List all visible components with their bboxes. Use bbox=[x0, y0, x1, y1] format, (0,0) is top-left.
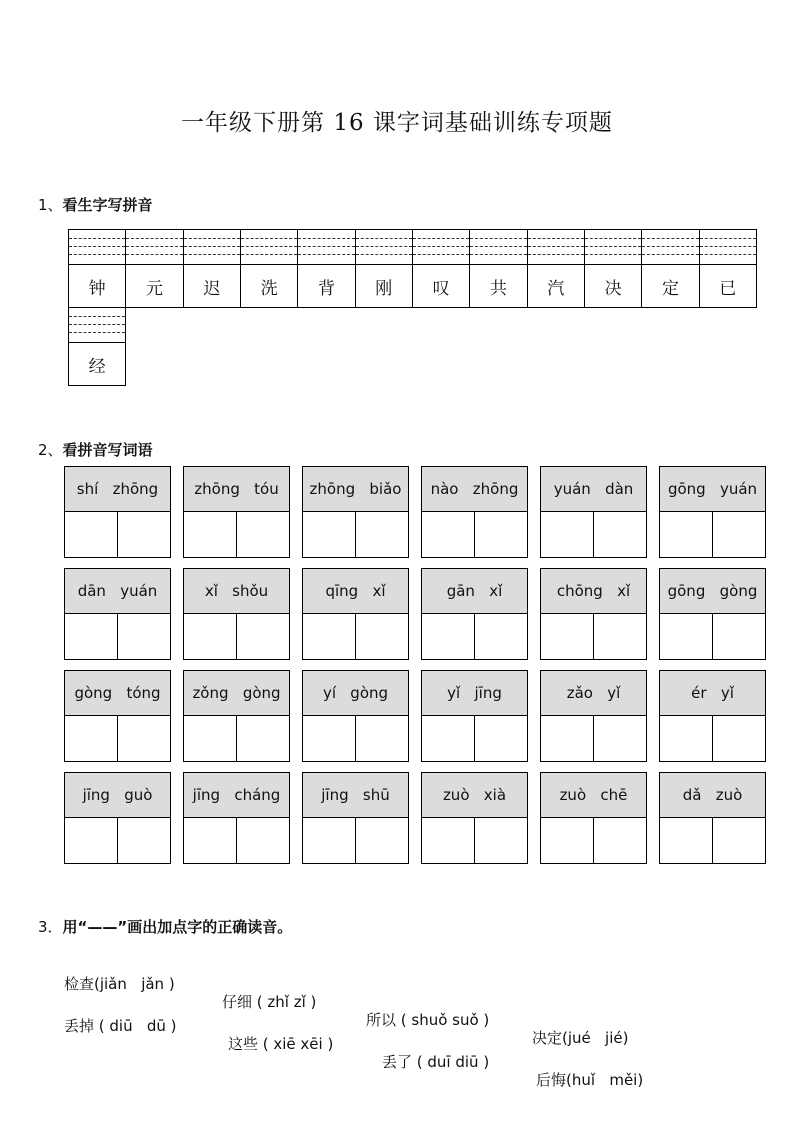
answer-box[interactable] bbox=[356, 716, 408, 762]
answer-box[interactable] bbox=[65, 716, 118, 762]
word-pinyin: yuán dàn bbox=[541, 467, 646, 512]
answer-box[interactable] bbox=[475, 716, 527, 762]
character: 决 bbox=[604, 278, 622, 299]
word-card bbox=[64, 568, 171, 660]
char-cell bbox=[125, 229, 183, 308]
reading-choice[interactable]: 丢了 ( duī diū ) bbox=[382, 1053, 490, 1071]
pinyin-writing-box[interactable] bbox=[585, 230, 641, 265]
word-card bbox=[421, 670, 528, 762]
word-card bbox=[64, 466, 171, 558]
word-pinyin: dǎ zuò bbox=[660, 773, 765, 818]
char-cell bbox=[641, 229, 699, 308]
word-card bbox=[421, 772, 528, 864]
character: 刚 bbox=[375, 278, 393, 299]
word-pinyin: zuò chē bbox=[541, 773, 646, 818]
word-pinyin: gòng tóng bbox=[65, 671, 170, 716]
word-card bbox=[302, 568, 409, 660]
word-pinyin: xǐ shǒu bbox=[184, 569, 289, 614]
character: 汽 bbox=[547, 278, 565, 299]
answer-box[interactable] bbox=[660, 818, 713, 864]
answer-box[interactable] bbox=[237, 512, 289, 558]
char-cell bbox=[240, 229, 298, 308]
word-pinyin: zǎo yǐ bbox=[541, 671, 646, 716]
section-1-heading bbox=[38, 194, 153, 215]
pinyin-word-grid bbox=[64, 466, 766, 874]
word-pinyin: zhōng tóu bbox=[184, 467, 289, 512]
word-pinyin: jīng cháng bbox=[184, 773, 289, 818]
answer-box[interactable] bbox=[303, 716, 356, 762]
answer-box[interactable] bbox=[713, 716, 765, 762]
word-card bbox=[659, 772, 766, 864]
character: 元 bbox=[145, 278, 163, 299]
answer-box[interactable] bbox=[303, 512, 356, 558]
pinyin-writing-box[interactable] bbox=[470, 230, 526, 265]
char-cell bbox=[527, 229, 585, 308]
char-cell bbox=[297, 229, 355, 308]
word-card bbox=[659, 568, 766, 660]
pinyin-writing-box[interactable] bbox=[69, 230, 125, 265]
char-cell bbox=[68, 229, 126, 308]
character: 迟 bbox=[203, 278, 221, 299]
char-cell bbox=[584, 229, 642, 308]
answer-box[interactable] bbox=[356, 512, 408, 558]
word-pinyin: chōng xǐ bbox=[541, 569, 646, 614]
word-card bbox=[421, 466, 528, 558]
word-pinyin: ér yǐ bbox=[660, 671, 765, 716]
section-3-number: 3． bbox=[38, 918, 63, 936]
answer-box[interactable] bbox=[660, 716, 713, 762]
word-pinyin: nào zhōng bbox=[422, 467, 527, 512]
page-title: 一年级下册第 16 课字词基础训练专项题 bbox=[181, 110, 613, 136]
character: 叹 bbox=[432, 278, 450, 299]
section-1-number: 1、 bbox=[38, 196, 63, 214]
word-pinyin: zuò xià bbox=[422, 773, 527, 818]
answer-box[interactable] bbox=[65, 614, 118, 660]
word-card bbox=[302, 670, 409, 762]
reading-choice[interactable]: 检查(jiǎn jǎn ) bbox=[64, 975, 175, 993]
answer-box[interactable] bbox=[713, 614, 765, 660]
word-row bbox=[64, 670, 766, 762]
answer-box[interactable] bbox=[184, 818, 237, 864]
answer-box[interactable] bbox=[541, 716, 594, 762]
word-card bbox=[183, 568, 290, 660]
word-card bbox=[540, 670, 647, 762]
answer-box[interactable] bbox=[713, 512, 765, 558]
answer-box[interactable] bbox=[422, 614, 475, 660]
answer-box[interactable] bbox=[303, 818, 356, 864]
answer-box[interactable] bbox=[475, 512, 527, 558]
answer-box[interactable] bbox=[594, 512, 646, 558]
answer-box[interactable] bbox=[541, 614, 594, 660]
character: 已 bbox=[719, 278, 737, 299]
char-cell bbox=[412, 229, 470, 308]
reading-choice[interactable]: 仔细 ( zhǐ zǐ ) bbox=[222, 993, 317, 1011]
char-row-2 bbox=[68, 307, 768, 386]
word-card bbox=[183, 670, 290, 762]
answer-box[interactable] bbox=[303, 614, 356, 660]
answer-box[interactable] bbox=[184, 512, 237, 558]
word-card bbox=[540, 772, 647, 864]
pinyin-writing-box[interactable] bbox=[528, 230, 584, 265]
pinyin-writing-box[interactable] bbox=[241, 230, 297, 265]
word-card bbox=[302, 772, 409, 864]
reading-choice[interactable]: 所以 ( shuǒ suǒ ) bbox=[366, 1011, 490, 1029]
character: 洗 bbox=[260, 278, 278, 299]
word-pinyin: jīng shū bbox=[303, 773, 408, 818]
reading-choice[interactable]: 后悔(huǐ měi) bbox=[536, 1071, 644, 1089]
word-card bbox=[659, 466, 766, 558]
word-pinyin: shí zhōng bbox=[65, 467, 170, 512]
section-2-number: 2、 bbox=[38, 441, 63, 459]
word-pinyin: yǐ jīng bbox=[422, 671, 527, 716]
pinyin-writing-box[interactable] bbox=[356, 230, 412, 265]
word-card bbox=[659, 670, 766, 762]
answer-box[interactable] bbox=[184, 614, 237, 660]
section-3-title: 用“——”画出加点字的正确读音。 bbox=[62, 918, 293, 936]
answer-box[interactable] bbox=[594, 716, 646, 762]
answer-box[interactable] bbox=[541, 818, 594, 864]
answer-box[interactable] bbox=[237, 716, 289, 762]
answer-box[interactable] bbox=[118, 614, 170, 660]
answer-box[interactable] bbox=[475, 818, 527, 864]
word-pinyin: gōng gòng bbox=[660, 569, 765, 614]
pinyin-writing-box[interactable] bbox=[69, 308, 125, 343]
answer-box[interactable] bbox=[660, 614, 713, 660]
character: 经 bbox=[88, 356, 106, 377]
section-3-heading bbox=[38, 916, 292, 937]
word-card bbox=[540, 568, 647, 660]
pinyin-writing-box[interactable] bbox=[126, 230, 182, 265]
answer-box[interactable] bbox=[594, 614, 646, 660]
word-card bbox=[183, 772, 290, 864]
word-row bbox=[64, 772, 766, 864]
character-pinyin-grid bbox=[68, 229, 768, 386]
answer-box[interactable] bbox=[356, 818, 408, 864]
word-card bbox=[540, 466, 647, 558]
answer-box[interactable] bbox=[65, 512, 118, 558]
char-cell bbox=[469, 229, 527, 308]
section-1-title: 看生字写拼音 bbox=[62, 196, 153, 214]
character: 背 bbox=[317, 278, 335, 299]
answer-box[interactable] bbox=[356, 614, 408, 660]
answer-box[interactable] bbox=[475, 614, 527, 660]
pinyin-writing-box[interactable] bbox=[642, 230, 698, 265]
char-cell bbox=[355, 229, 413, 308]
word-pinyin: qīng xǐ bbox=[303, 569, 408, 614]
answer-box[interactable] bbox=[422, 818, 475, 864]
word-pinyin: gōng yuán bbox=[660, 467, 765, 512]
word-card bbox=[421, 568, 528, 660]
reading-choice[interactable]: 这些 ( xiē xēi ) bbox=[228, 1035, 334, 1053]
character: 钟 bbox=[88, 278, 106, 299]
word-pinyin: zhōng biǎo bbox=[303, 467, 408, 512]
word-row bbox=[64, 466, 766, 558]
answer-box[interactable] bbox=[237, 818, 289, 864]
word-card bbox=[64, 670, 171, 762]
word-row bbox=[64, 568, 766, 660]
answer-box[interactable] bbox=[118, 716, 170, 762]
answer-box[interactable] bbox=[118, 512, 170, 558]
answer-box[interactable] bbox=[65, 818, 118, 864]
pinyin-writing-box[interactable] bbox=[184, 230, 240, 265]
word-pinyin: dān yuán bbox=[65, 569, 170, 614]
answer-box[interactable] bbox=[237, 614, 289, 660]
answer-box[interactable] bbox=[184, 716, 237, 762]
answer-box[interactable] bbox=[422, 512, 475, 558]
section-2-heading bbox=[38, 439, 153, 460]
pinyin-writing-box[interactable] bbox=[413, 230, 469, 265]
answer-box[interactable] bbox=[118, 818, 170, 864]
word-card bbox=[64, 772, 171, 864]
reading-choice[interactable]: 决定(jué jié) bbox=[532, 1029, 629, 1047]
pinyin-writing-box[interactable] bbox=[700, 230, 756, 265]
answer-box[interactable] bbox=[422, 716, 475, 762]
section-2-title: 看拼音写词语 bbox=[62, 441, 153, 459]
pinyin-writing-box[interactable] bbox=[298, 230, 354, 265]
word-pinyin: jīng guò bbox=[65, 773, 170, 818]
char-row-1 bbox=[68, 229, 768, 308]
word-pinyin: yí gòng bbox=[303, 671, 408, 716]
char-cell bbox=[183, 229, 241, 308]
character: 共 bbox=[489, 278, 507, 299]
word-pinyin: gān xǐ bbox=[422, 569, 527, 614]
character: 定 bbox=[661, 278, 679, 299]
word-card bbox=[183, 466, 290, 558]
char-cell bbox=[68, 307, 126, 386]
answer-box[interactable] bbox=[660, 512, 713, 558]
answer-box[interactable] bbox=[713, 818, 765, 864]
answer-box[interactable] bbox=[541, 512, 594, 558]
reading-choice[interactable]: 丢掉 ( diū dū ) bbox=[64, 1017, 177, 1035]
answer-box[interactable] bbox=[594, 818, 646, 864]
char-cell bbox=[699, 229, 757, 308]
word-card bbox=[302, 466, 409, 558]
word-pinyin: zǒng gòng bbox=[184, 671, 289, 716]
